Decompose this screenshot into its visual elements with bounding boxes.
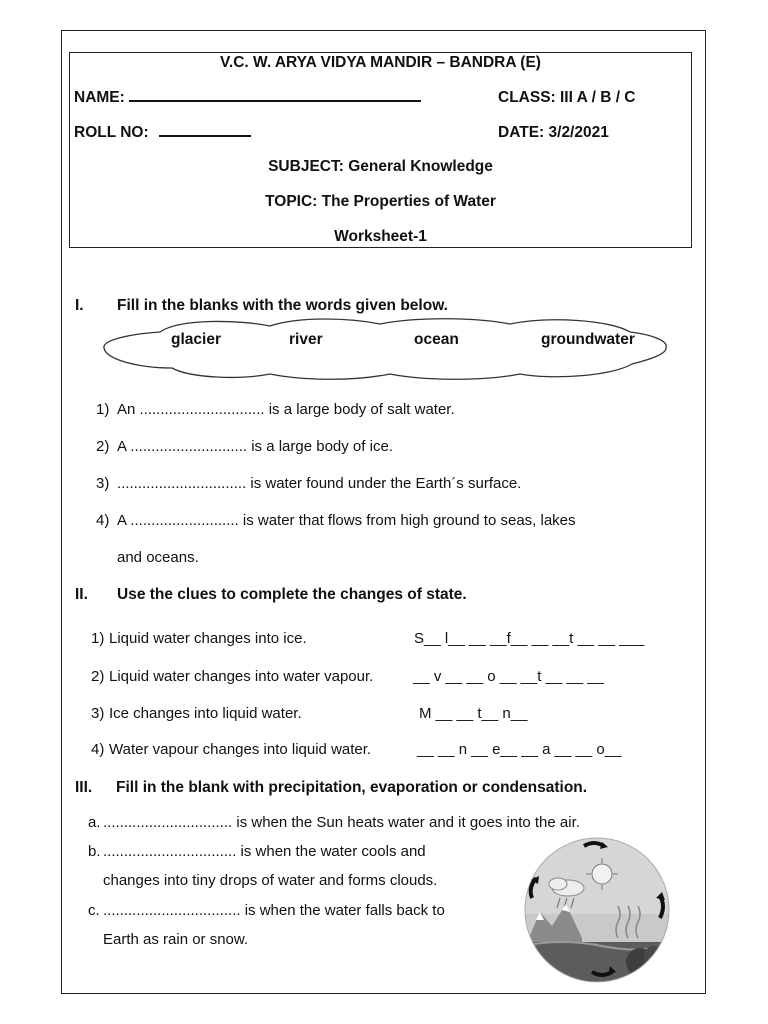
item-a-text: ............................... is when the Sun heats water and it goes into the air. — [103, 814, 580, 831]
subject-line: SUBJECT: General Knowledge — [268, 158, 493, 175]
roll-blank[interactable] — [159, 134, 251, 137]
item-c-text: ................................. is when the water falls back to — [103, 902, 445, 919]
section2-number: II. — [75, 586, 88, 603]
school-name: V.C. W. ARYA VIDYA MANDIR – BANDRA (E) — [220, 54, 541, 71]
name-blank[interactable] — [129, 99, 421, 102]
section1-title: Fill in the blanks with the words given below. — [117, 297, 448, 314]
clue2-number: 2) — [91, 668, 105, 685]
q4-number: 4) — [96, 512, 110, 529]
clue2-text: Liquid water changes into water vapour. — [109, 668, 374, 685]
q1-text: An .............................. is a large body of salt water. — [117, 401, 455, 418]
clue1-answer: S__ l__ __ __f__ __ __t __ __ ___ — [414, 630, 645, 647]
water-cycle-icon — [522, 834, 672, 986]
clue3-text: Ice changes into liquid water. — [109, 705, 302, 722]
section1-number: I. — [75, 297, 84, 314]
section3-number: III. — [75, 779, 93, 796]
header-box — [69, 52, 692, 248]
item-b-continuation: changes into tiny drops of water and forms clouds. — [103, 872, 438, 889]
item-b-text: ................................ is when the water cools and — [103, 843, 426, 860]
word-cloud-icon — [100, 316, 672, 382]
word-ocean: ocean — [414, 331, 459, 348]
item-a-letter: a. — [88, 814, 101, 831]
class-label: CLASS: III A / B / C — [498, 89, 636, 106]
section2-title: Use the clues to complete the changes of state. — [117, 586, 467, 603]
worksheet-title: Worksheet-1 — [334, 228, 427, 245]
q2-number: 2) — [96, 438, 110, 455]
word-groundwater: groundwater — [541, 331, 635, 348]
item-c-continuation: Earth as rain or snow. — [103, 931, 249, 948]
q4-continuation: and oceans. — [117, 549, 199, 566]
clue4-number: 4) — [91, 741, 105, 758]
clue4-text: Water vapour changes into liquid water. — [109, 741, 372, 758]
name-label: NAME: — [74, 89, 125, 106]
clue3-number: 3) — [91, 705, 105, 722]
q3-text: ............................... is water found under the Earth´s surface. — [117, 475, 522, 492]
clue1-number: 1) — [91, 630, 105, 647]
clue1-text: Liquid water changes into ice. — [109, 630, 307, 647]
q4-text: A .......................... is water that flows from high ground to seas, lakes — [117, 512, 576, 529]
item-b-letter: b. — [88, 843, 101, 860]
q1-number: 1) — [96, 401, 110, 418]
q2-text: A ............................ is a large body of ice. — [117, 438, 393, 455]
roll-label: ROLL NO: — [74, 124, 149, 141]
item-c-letter: c. — [88, 902, 100, 919]
name-row — [74, 89, 421, 107]
word-glacier: glacier — [171, 331, 221, 348]
word-river: river — [289, 331, 323, 348]
clue3-answer: M __ __ t__ n__ — [419, 705, 528, 722]
clue4-answer: __ __ n __ e__ __ a __ __ o__ — [417, 741, 622, 758]
section3-title: Fill in the blank with precipitation, evaporation or condensation. — [116, 779, 588, 796]
topic-line: TOPIC: The Properties of Water — [265, 193, 496, 210]
roll-row — [74, 124, 251, 142]
date-label: DATE: 3/2/2021 — [498, 124, 609, 141]
clue2-answer: __ v __ __ o __ __t __ __ __ — [413, 668, 604, 685]
q3-number: 3) — [96, 475, 110, 492]
